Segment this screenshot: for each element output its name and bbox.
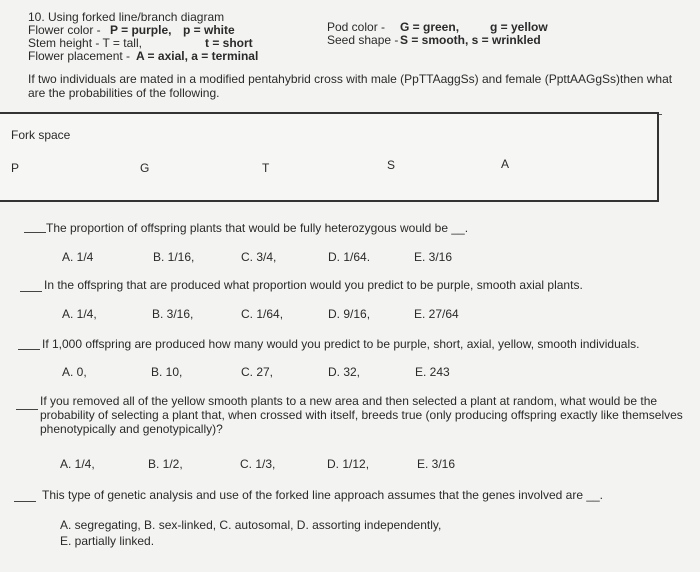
flower-placement-values: A = axial, a = terminal xyxy=(136,49,259,63)
fork-space-label: Fork space xyxy=(11,128,71,142)
fork-gene-a: A xyxy=(501,157,510,171)
flower-color-recessive: p = white xyxy=(183,23,235,37)
q2-option-c: C. 1/64, xyxy=(241,307,284,321)
q1-option-d: D. 1/64. xyxy=(328,250,371,264)
q3-option-d: D. 32, xyxy=(328,365,361,379)
fork-gene-g: G xyxy=(140,161,150,175)
q3-option-b: B. 10, xyxy=(151,365,183,379)
answer-blank[interactable] xyxy=(16,409,38,410)
q3-option-a: A. 0, xyxy=(62,365,87,379)
q4-option-c: C. 1/3, xyxy=(240,457,276,471)
q4-option-e: E. 3/16 xyxy=(417,457,456,471)
answer-blank[interactable] xyxy=(20,291,42,292)
q5-options-line1: A. segregating, B. sex-linked, C. autosomal, D. assorting independently, xyxy=(60,518,442,532)
fork-gene-p: P xyxy=(11,161,20,175)
question-2-text: In the offspring that are produced what proportion would you predict to be purple, smooth axial plants. xyxy=(44,278,583,292)
pod-color-dominant: G = green, xyxy=(400,20,460,34)
q2-option-e: E. 27/64 xyxy=(414,307,459,321)
fork-space-box xyxy=(0,112,659,202)
question-4-body: If you removed all of the yellow smooth plants to a new area and then selected a plant at random, what would be the probability of selecting a plant that, when crossed with itself, breeds true (only producing offspring exactly like themselves phenotypically and genotypically)? xyxy=(40,394,683,436)
q4-option-d: D. 1/12, xyxy=(327,457,370,471)
q1-option-b: B. 1/16, xyxy=(153,250,195,264)
flower-color-dominant: P = purple, xyxy=(110,23,172,37)
q4-option-a: A. 1/4, xyxy=(60,457,95,471)
question-4-text xyxy=(40,394,695,436)
pod-color-recessive: g = yellow xyxy=(490,20,548,34)
question-1-text: The proportion of offspring plants that would be fully heterozygous would be __. xyxy=(46,221,469,235)
question-3-text: If 1,000 offspring are produced how many would you predict to be purple, short, axial, yellow, smooth individuals. xyxy=(42,337,640,351)
fork-gene-t: T xyxy=(262,161,270,175)
q1-option-c: C. 3/4, xyxy=(241,250,277,264)
stem-height-label: Stem height - T = tall, xyxy=(28,36,142,50)
q3-option-c: C. 27, xyxy=(241,365,274,379)
flower-placement-label: Flower placement - xyxy=(28,49,131,63)
q2-option-d: D. 9/16, xyxy=(328,307,371,321)
stem-height-recessive: t = short xyxy=(205,36,253,50)
fork-gene-s: S xyxy=(387,158,396,172)
question-number-title: 10. Using forked line/branch diagram xyxy=(28,10,225,24)
q1-option-a: A. 1/4 xyxy=(62,250,94,264)
pod-color-label: Pod color - xyxy=(327,20,386,34)
seed-shape-values: S = smooth, s = wrinkled xyxy=(400,33,541,47)
q1-option-e: E. 3/16 xyxy=(414,250,453,264)
q5-options-line2: E. partially linked. xyxy=(60,534,155,548)
q3-option-e: E. 243 xyxy=(415,365,450,379)
seed-shape-label: Seed shape - xyxy=(327,33,399,47)
q2-option-b: B. 3/16, xyxy=(152,307,194,321)
answer-blank[interactable] xyxy=(24,232,46,233)
flower-color-label: Flower color - xyxy=(28,23,101,37)
answer-blank[interactable] xyxy=(18,349,40,350)
answer-blank[interactable] xyxy=(14,501,36,502)
q2-option-a: A. 1/4, xyxy=(62,307,97,321)
q4-option-b: B. 1/2, xyxy=(148,457,183,471)
intro-paragraph: If two individuals are mated in a modified pentahybrid cross with male (PpTTAaggSs) and female (PpttAAGgSs)then what are the probabilities of the following. xyxy=(28,72,673,100)
question-5-text: This type of genetic analysis and use of the forked line approach assumes that the genes involved are __. xyxy=(42,488,604,502)
